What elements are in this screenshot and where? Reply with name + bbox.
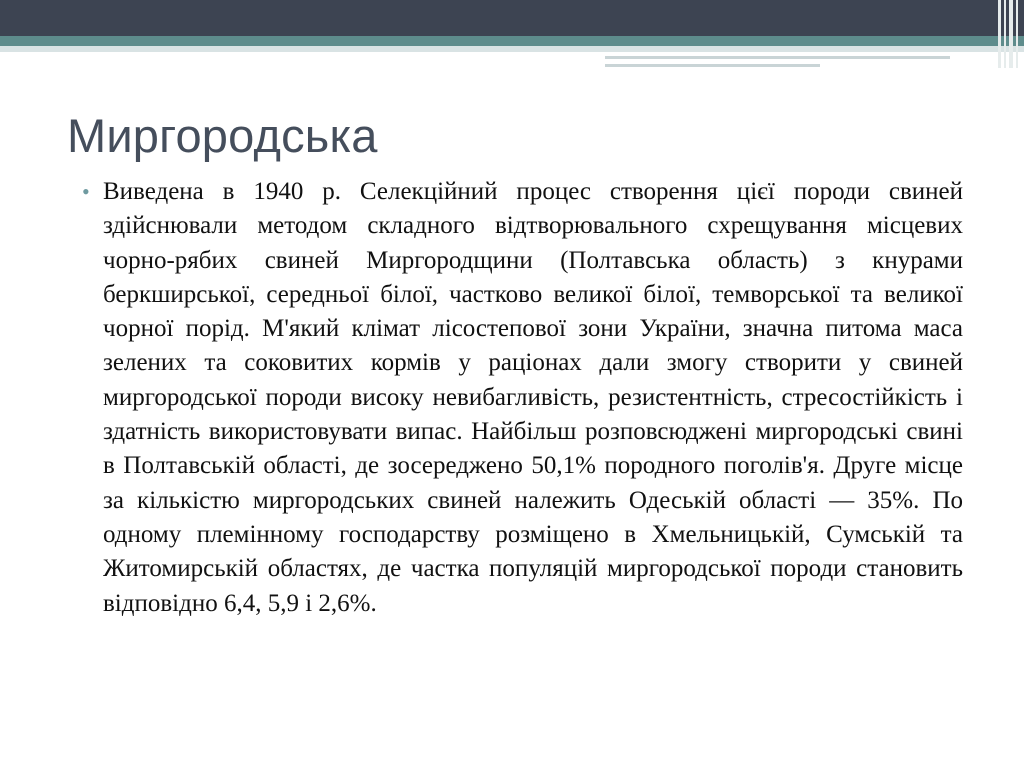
body-paragraph: Виведена в 1940 р. Селекційний процес створення цієї породи свиней здійснювали методом складного відтворювального схрещування місцевих чорно-рябих свиней Миргородщини (Полтавська область) з кнурами беркширської, середньої білої, частково великої білої, темворської та великої чорної порід. М'який клімат лісостепової зони України, значна питома маса зелених та соковитих кормів у раціонах дали змогу створити у свиней миргородської породи високу невибагливість, резистентність, стресостійкість і здатність використовувати випас. Найбільш розповсюджені миргородські свині в Полтавській області, де зосереджено 50,1% породного поголів'я. Друге місце за кількістю миргородських свиней належить Одеській області — 35%. По одному племінному господарству розміщено в Хмельницькій, Сумській та Житомирській областях, де частка популяцій миргородської породи становить відповідно 6,4, 5,9 і 2,6%. <box>103 178 963 617</box>
header-dark-band <box>0 0 1024 36</box>
slide-content <box>82 175 963 621</box>
bullet-marker: • <box>82 179 90 204</box>
header-light-band <box>0 46 1024 52</box>
header-corner-stripes <box>996 0 1024 68</box>
header-teal-band <box>0 36 1024 46</box>
header-accent-line-short <box>605 64 820 67</box>
header-accent-line <box>605 56 950 59</box>
slide-title: Миргородська <box>67 109 378 162</box>
